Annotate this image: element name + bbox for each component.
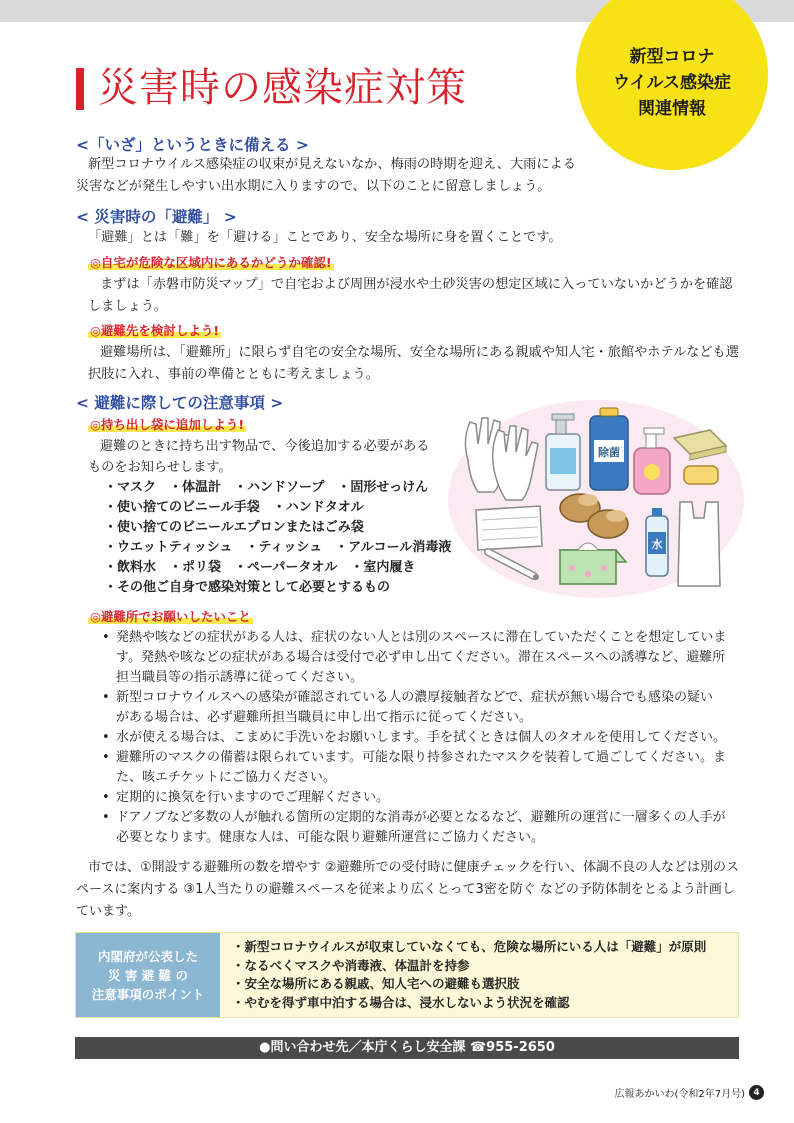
supplies-illustration [448,400,744,598]
list-item-line: ドアノブなど多数の人が触れる箇所の定期的な消毒が必要となるなど、避難所の運営に一層多くの人手が [116,810,726,825]
page-title: 災害時の感染症対策 [98,65,467,111]
section-heading-evacuation: < 災害時の「避難」 > [76,208,237,226]
points-label-line: 内閣府が公表した [97,948,198,964]
section-paragraph-line: 災害などが発生しやすい出水期に入りますので、以下のことに留意しましょう。 [76,179,551,194]
list-item-line: た、咳エチケットにご協力ください。 [116,770,336,785]
list-item-line: がある場合は、必ず避難所担当職員に申し出て指示に従ってください。 [116,710,533,725]
list-item: ・使い捨てのビニールエプロンまたはごみ袋 [104,520,364,535]
list-item: ・安全な場所にある親戚、知人宅への避難も選択肢 [232,976,520,991]
list-item-line: 必要となります。健康な人は、可能な限り避難所運営にご協力ください。 [116,830,544,845]
list-item: ・やむを得ず車中泊する場合は、浸水しないよう状況を確認 [232,994,570,1010]
list-item-line: 担当職員等の指示誘導に従ってください。 [116,670,364,685]
section-paragraph-line: 避難のときに持ち出す物品で、今後追加する必要がある [100,439,430,454]
page-footer [614,1085,764,1100]
shelter-request-list [102,628,742,848]
badge-line: 新型コロナ [629,47,715,67]
plastic-bag-icon [678,502,720,586]
section-paragraph-line: 「避難」とは「難」を「避ける」ことであり、安全な場所に身を置くことです。 [88,230,562,245]
section-heading-precautions: < 避難に際しての注意事項 > [76,394,284,412]
thermometer-icon [488,552,539,580]
points-list [232,938,706,1012]
list-item-line: す。発熱や咳などの症状がある場合は受付で必ず申し出てください。滞在スペースへの誘導など、避難所 [116,650,726,665]
subheading-check-home: ◎自宅が危険な区域内にあるかどうか確認! [90,255,332,270]
illustration-label: 水 [651,538,663,551]
list-item-line: 発熱や咳などの症状がある人は、症状のない人とは別のスペースに滞在していただくことを想定していま [116,630,727,645]
list-item-line: 避難所のマスクの備蓄は限られています。可能な限り持参されたマスクを装着して過ごしてください。ま [116,750,726,765]
list-item: ・飲料水 ・ポリ袋 ・ペーパータオル ・室内履き [104,560,416,575]
points-box [75,932,739,1018]
plan-paragraph-line: ています。 [76,904,140,919]
section-paragraph-line: 避難場所は、「避難所」に限らず自宅の安全な場所、安全な場所にある親戚や知人宅・旅館やホテルなども選 [100,345,739,360]
list-item [102,788,742,808]
points-label-line: 注意事項のポイント [91,986,205,1002]
section-paragraph-line: ものをお知らせします。 [88,460,232,475]
subheading-shelter-requests: ◎避難所でお願いしたいこと [90,609,251,624]
list-item: ・その他ご自身で感染対策として必要とするもの [104,580,391,595]
list-item [102,808,742,848]
subheading-shelter-options: ◎避難先を検討しよう! [90,323,220,338]
list-item-line: 新型コロナウイルスへの感染が確認されている人の濃厚接触者などで、症状が無い場合でも感染の疑い [116,690,713,705]
section-heading-prepare: <「いざ」というときに備える > [76,136,309,154]
water-bottle-icon [646,508,668,576]
bar-soap-icon [684,466,718,484]
plan-paragraph-line: 市では、①開設する避難所の数を増やす ②避難所での受付時に健康チェックを行い、体調不良の人などは別のス [88,860,740,875]
section-paragraph-line: まずは「赤磐市防災マップ」で自宅および周囲が浸水や土砂災害の想定区域に入っていないかどうかを確認 [100,277,733,292]
subheading-emergency-bag: ◎持ち出し袋に追加しよう! [90,417,245,432]
list-item [102,628,742,688]
illustration-label: 除菌 [598,446,620,459]
section-paragraph-line: 択肢に入れ、事前の準備とともに考えましょう。 [88,367,379,382]
points-label-line: 災 害 避 難 の [108,967,188,983]
list-item [102,728,742,748]
list-item-line: 水が使える場合は、こまめに手洗いをお願いします。手を拭くときは個人のタオルを使用してください。 [116,730,726,745]
badge-line: ウイルス感染症 [613,73,731,93]
gloves-icon [465,418,538,500]
footer-publication: 広報あかいわ(令和2年7月号) [614,1089,745,1100]
list-item: ・新型コロナウイルスが収束していなくても、危険な場所にいる人は「避難」が原則 [232,939,707,954]
hand-towel-icon [674,430,726,460]
item-list [104,478,451,598]
section-paragraph-line: しましょう。 [88,299,168,314]
list-item [102,748,742,788]
list-item-line: 定期的に換気を行いますのでご理解ください。 [116,790,390,805]
tissue-box-icon [560,543,626,584]
hand-soap-icon [634,428,670,494]
points-box-label [76,933,220,1017]
topic-badge [576,0,768,170]
list-item [102,688,742,728]
page-number: 4 [749,1085,764,1100]
section-paragraph-line: 新型コロナウイルス感染症の収束が見えないなか、梅雨の時期を迎え、大雨による [88,157,576,172]
list-item: ・マスク ・体温計 ・ハンドソープ ・固形せっけん [104,480,429,495]
mask-icon [476,506,542,550]
list-item: ・使い捨てのビニール手袋 ・ハンドタオル [104,500,364,515]
title-accent-bar [76,68,84,110]
slippers-icon [560,494,628,538]
badge-line: 関連情報 [638,99,706,119]
supplies-illustration-svg [448,400,744,598]
list-item: ・なるべくマスクや消毒液、体温計を持参 [232,957,470,973]
wipes-canister-icon [590,408,628,490]
plan-paragraph-line: ペースに案内する ③1人当たりの避難スペースを従来より広くとって3密を防ぐ などの予防体制をとるよう計画し [76,882,735,897]
list-item: ・ウエットティッシュ ・ティッシュ ・アルコール消毒液 [104,540,452,555]
contact-bar: ●問い合わせ先／本庁くらし安全課 ☎955-2650 [75,1037,739,1059]
soap-bottle-icon [546,414,580,490]
